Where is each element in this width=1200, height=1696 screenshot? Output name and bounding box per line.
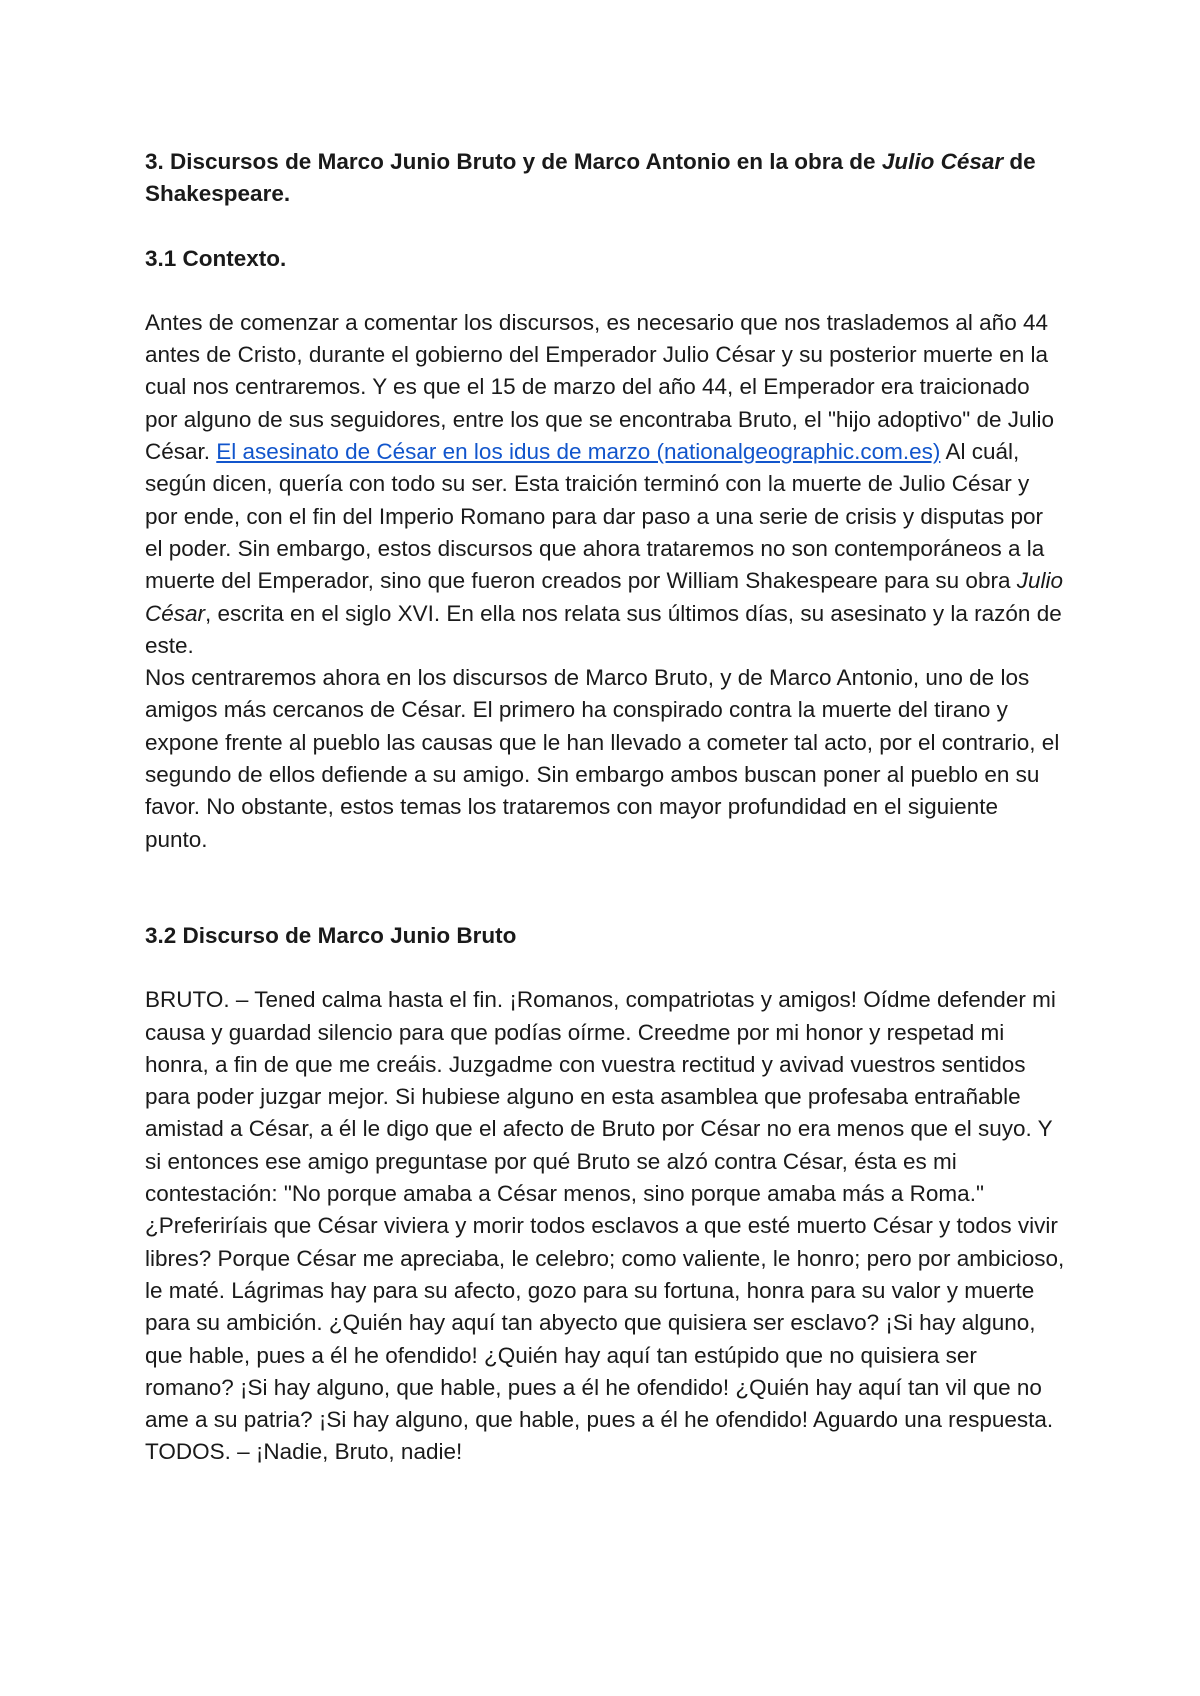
context-paragraph-2: Nos centraremos ahora en los discursos de Marco Bruto, y de Marco Antonio, uno de los amigos más cercanos de César. El primero ha conspirado contra la muerte del tirano y expone frente al pueblo las causas que le han llevado a cometer tal acto, por el contrario, el segundo de ellos defiende a su amigo. Sin embargo ambos buscan poner al pueblo en su favor. No obstante, estos temas los trataremos con mayor profundidad en el siguiente punto. (145, 665, 1060, 852)
context-paragraph-1 (145, 307, 1065, 662)
context-paragraph-1-part2: Al cuál, según dicen, quería con todo su ser. Esta traición terminó con la muerte de Julio César y por ende, con el fin del Imperio Romano para dar paso a una serie de crisis y disputas por el poder. Sin embargo, estos discursos que ahora trataremos no son contemporáneos a la muerte del Emperador, sino que fueron creados por William Shakespeare para su obra (145, 439, 1045, 594)
section-3-title-italic: Julio César (881, 149, 1004, 174)
context-paragraph-1-part3: , escrita en el siglo XVI. En ella nos relata sus últimos días, su asesinato y la razón de este. (145, 600, 1062, 658)
section-3-2-heading: 3.2 Discurso de Marco Junio Bruto (145, 922, 517, 948)
todos-reply-paragraph: TODOS. – ¡Nadie, Bruto, nadie! (145, 1439, 463, 1465)
nationalgeographic-link[interactable]: El asesinato de César en los idus de marzo (nationalgeographic.com.es) (216, 439, 941, 465)
section-3-1-heading: 3.1 Contexto. (145, 245, 287, 271)
section-3-title-part1: 3. Discursos de Marco Junio Bruto y de Marco Antonio en la obra de (145, 149, 882, 174)
section-3-heading (145, 146, 1065, 211)
context-paragraph-1-italic: Julio César (145, 568, 1064, 626)
context-paragraph-1-part1: Antes de comenzar a comentar los discursos, es necesario que nos traslademos al año 44 antes de Cristo, durante el gobierno del Emperador Julio César y su posterior muerte en la cual nos centraremos. Y es que el 15 de marzo del año 44, el Emperador era traicionado por alguno de sus seguidores, entre los que se encontraba Bruto, el "hijo adoptivo" de Julio César. (145, 309, 1055, 465)
bruto-speech-paragraph: BRUTO. – Tened calma hasta el fin. ¡Romanos, compatriotas y amigos! Oídme defender mi causa y guardad silencio para que podías oírme. Creedme por mi honor y respetad mi honra, a fin de que me creáis. Juzgadme con vuestra rectitud y avivad vuestros sentidos para poder juzgar mejor. Si hubiese alguno en esta asamblea que profesaba entrañable amistad a César, a él le digo que el afecto de Bruto por César no era menos que el suyo. Y si entonces ese amigo preguntase por qué Bruto se alzó contra César, ésta es mi contestación: "No porque amaba a César menos, sino porque amaba más a Roma." ¿Preferiríais que César viviera y morir todos esclavos a que esté muerto César y todos vivir libres? Porque César me apreciaba, le celebro; como valiente, le honro; pero por ambicioso, le maté. Lágrimas hay para su afecto, gozo para su fortuna, honra para su valor y muerte para su ambición. ¿Quién hay aquí tan abyecto que quisiera ser esclavo? ¡Si hay alguno, que hable, pues a él he ofendido! ¿Quién hay aquí tan estúpido que no quisiera ser romano? ¡Si hay alguno, que hable, pues a él he ofendido! ¿Quién hay aquí tan vil que no ame a su patria? ¡Si hay alguno, que hable, pues a él he ofendido! Aguardo una respuesta. (145, 987, 1065, 1433)
section-3-title-part2: de Shakespeare. (145, 149, 1036, 207)
document-page (145, 146, 1065, 1469)
section-spacer (145, 856, 1065, 920)
